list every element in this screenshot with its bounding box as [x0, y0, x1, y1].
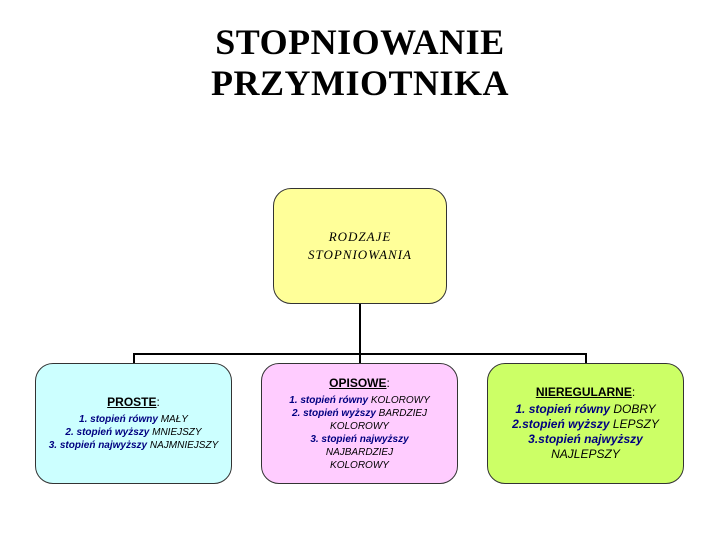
node-nieregularne-line-3b: NAJLEPSZY — [551, 447, 620, 461]
title-line-1: STOPNIOWANIE — [215, 22, 505, 62]
node-nieregularne — [487, 363, 684, 484]
node-opisowe — [261, 363, 458, 484]
node-proste-line-3: 3. stopień najwyższy NAJMNIEJSZY — [48, 440, 219, 451]
title-line-2: PRZYMIOTNIKA — [210, 63, 509, 103]
node-opisowe-header: OPISOWE: — [329, 375, 390, 390]
node-proste-line-1: 1. stopień równy MAŁY — [79, 414, 188, 425]
root-label-line-2: STOPNIOWANIA — [307, 247, 412, 262]
node-proste — [35, 363, 232, 484]
node-nieregularne-line-1: 1. stopień równy DOBRY — [515, 402, 656, 416]
node-proste-line-2: 2. stopień wyższy MNIEJSZY — [65, 427, 202, 438]
node-opisowe-line-2b: KOLOROWY — [330, 420, 389, 432]
root-node — [273, 188, 447, 304]
connector-middle-vertical — [359, 353, 361, 363]
connector-left-vertical — [133, 353, 135, 363]
node-opisowe-line-2: 2. stopień wyższy BARDZIEJ — [291, 407, 428, 419]
node-nieregularne-line-2: 2.stopień wyższy LEPSZY — [512, 417, 659, 431]
node-opisowe-line-1: 1. stopień równy KOLOROWY — [289, 394, 430, 406]
root-label-line-1: RODZAJE — [328, 229, 392, 244]
node-nieregularne-line-3: 3.stopień najwyższy — [528, 432, 643, 446]
node-opisowe-line-3b: NAJBARDZIEJ — [325, 446, 394, 458]
connector-root-vertical — [359, 304, 361, 354]
node-opisowe-line-3: 3. stopień najwyższy — [310, 433, 409, 445]
connector-right-vertical — [585, 353, 587, 363]
node-proste-header: PROSTE: — [107, 395, 160, 409]
node-opisowe-line-3c: KOLOROWY — [330, 459, 389, 471]
node-nieregularne-header: NIEREGULARNE: — [535, 385, 636, 399]
page-title — [0, 22, 720, 104]
